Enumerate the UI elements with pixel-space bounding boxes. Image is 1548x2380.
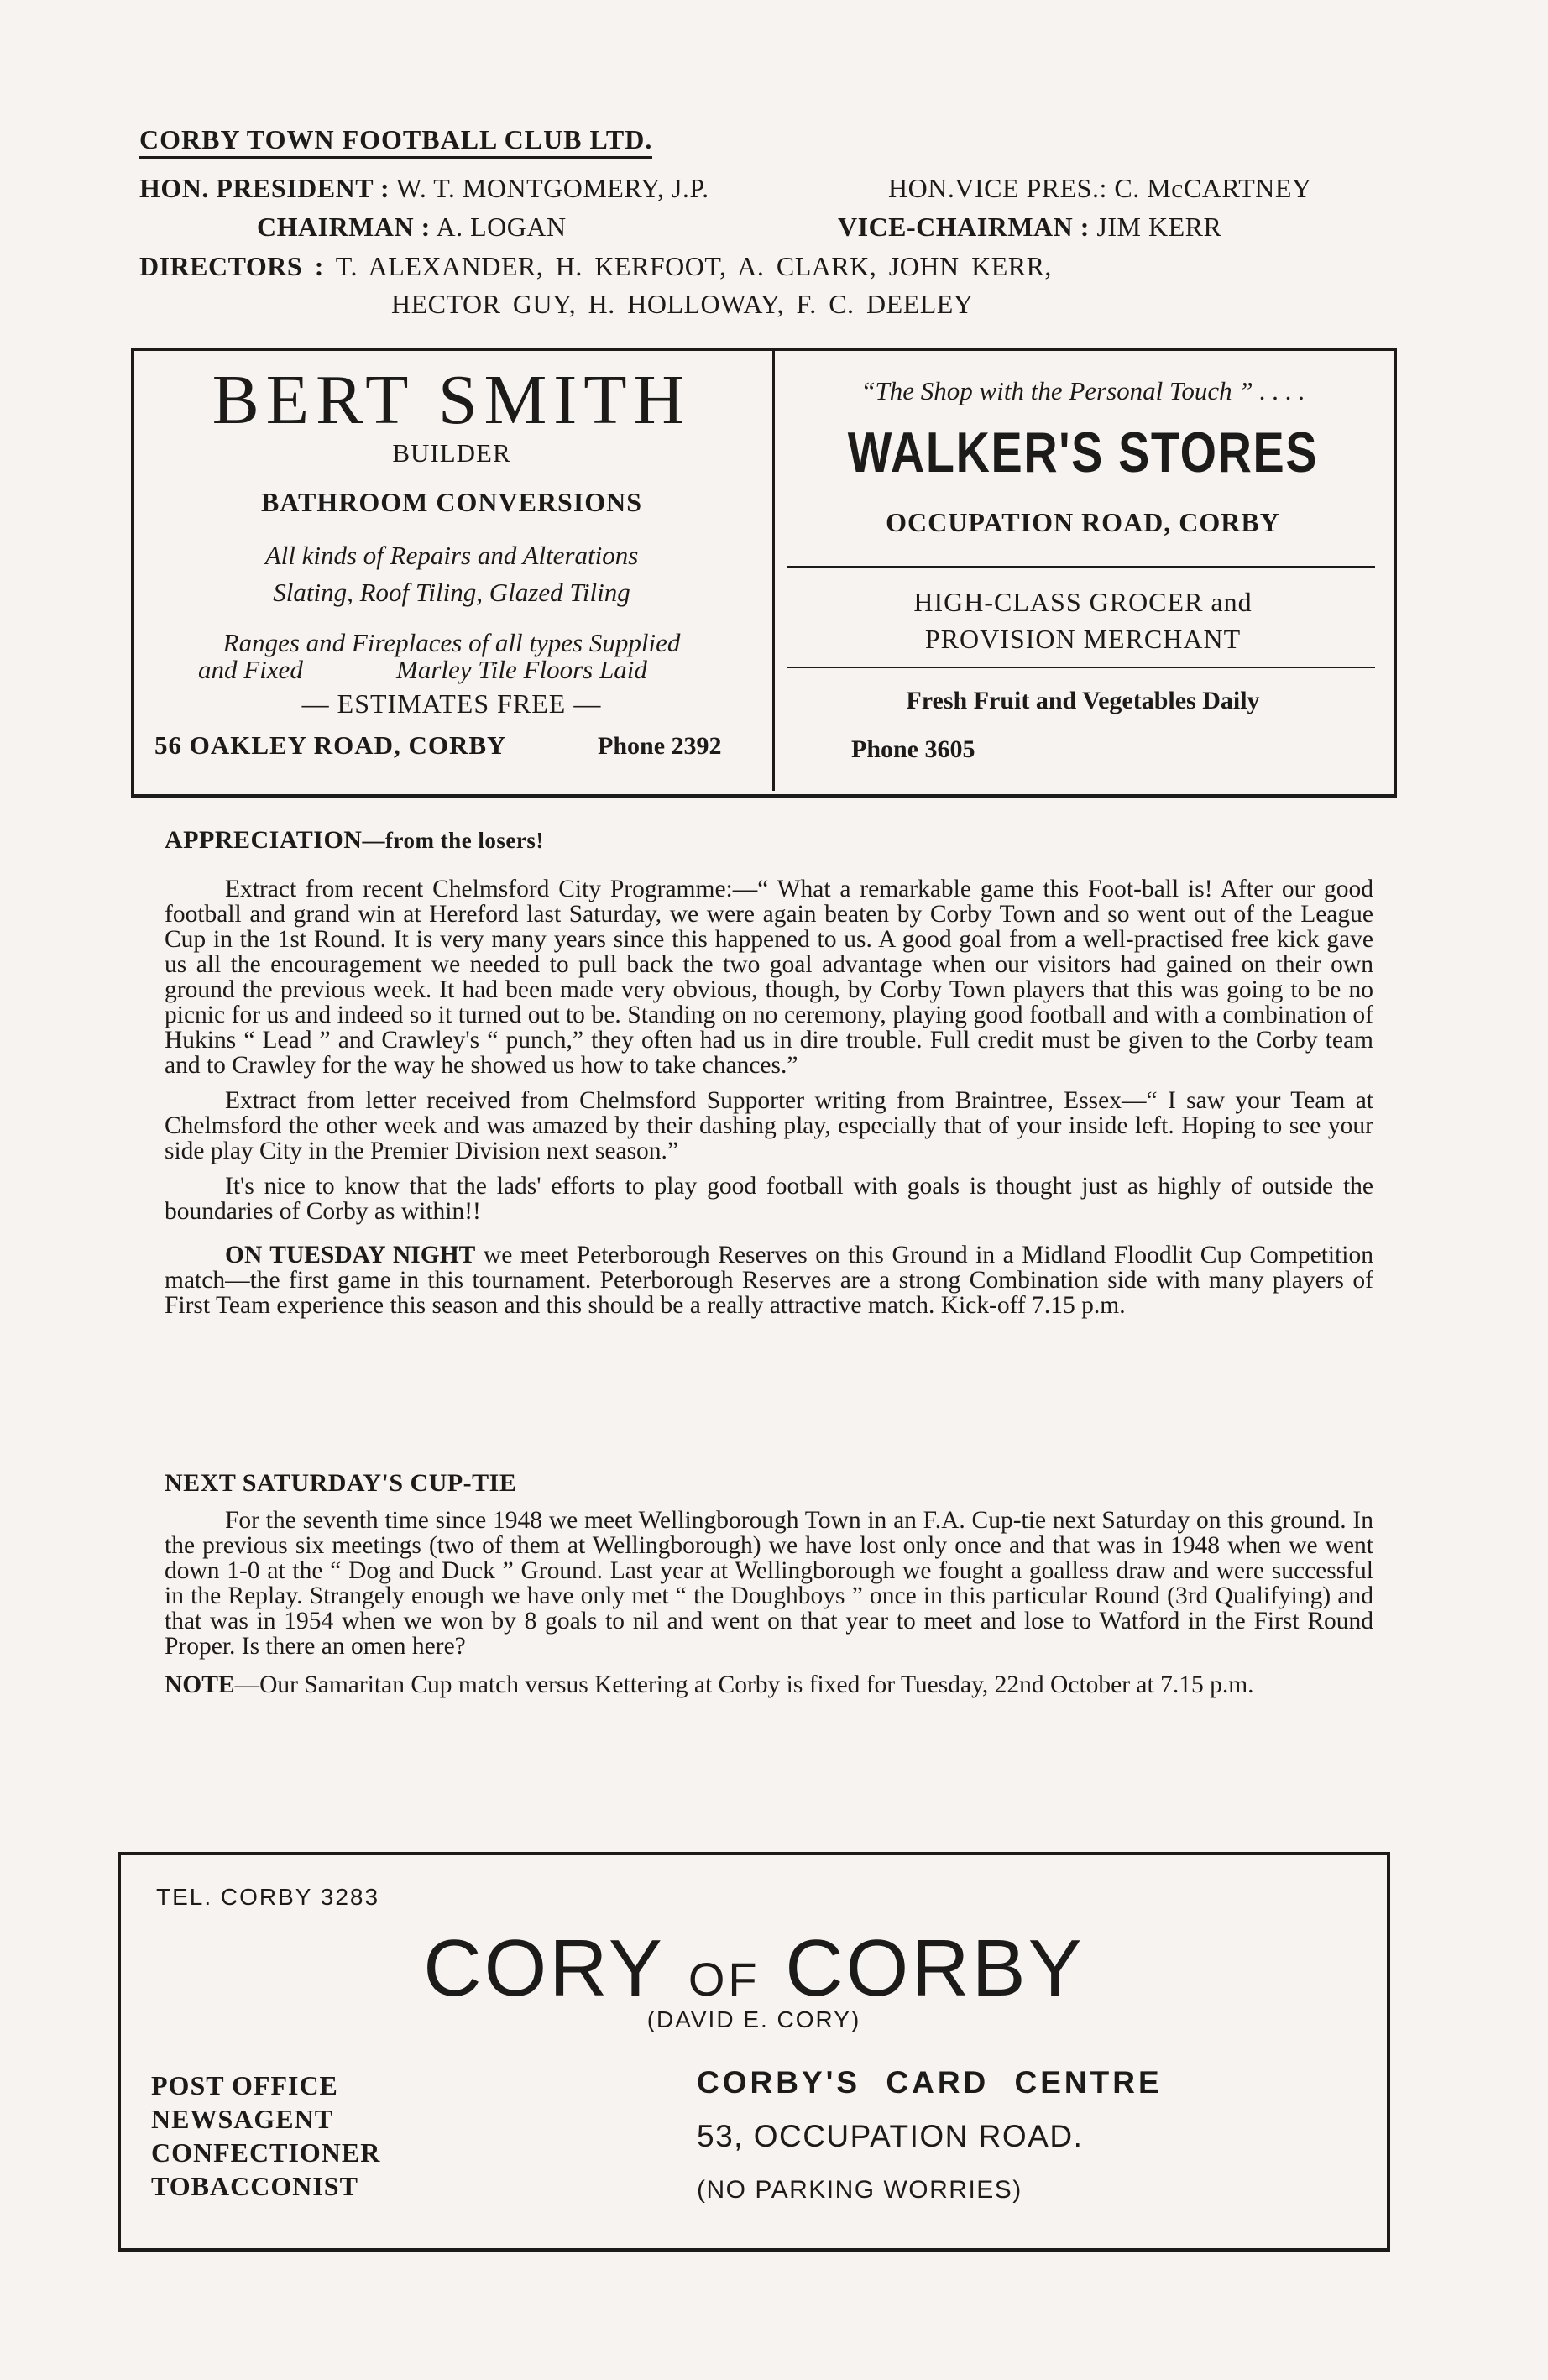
vice-chairman-line — [838, 210, 1221, 243]
bert-smith-ranges: Ranges and Fireplaces of all types Supplied — [222, 628, 681, 657]
cup-tie-heading: NEXT SATURDAY'S CUP-TIE — [165, 1469, 517, 1497]
directors-label: DIRECTORS : — [139, 251, 324, 281]
note-text: —Our Samaritan Cup match versus Kettering at Corby is fixed for Tuesday, 22nd October at 7.15 p.m. — [234, 1671, 1254, 1698]
note-lead: NOTE — [165, 1671, 235, 1698]
walkers-name: WALKER'S STORES — [847, 421, 1319, 484]
bert-smith-conversions: BATHROOM CONVERSIONS — [260, 487, 643, 517]
paragraph-cup-tie: For the seventh time since 1948 we meet Wellingborough Town in an F.A. Cup-tie next Saturday on this ground. In the previous six meetings (two of them at Wellingborough) we have lost only once and that was in 1948 when we went down 1-0 at the “ Dog and Duck ” Ground. Last year at Wellingborough we fought a goalless draw and were successful in the Replay. Strangely enough we have only met “ the Doughboys ” once in this particular Round (3rd Qualifying) and that was in 1954 when we won by 8 goals to nil and went on that year to meet and lose to Watford in the First Round Proper. Is there an omen here? — [165, 1507, 1373, 1660]
paragraph-supporter-letter: Extract from letter received from Chelmsford Supporter writing from Braintree, Essex—“ I saw your Team at Chelmsford the other week and was amazed by their dashing play, especially that of your inside left. Hoping to see your side play City in the Premier Division next season.” — [165, 1087, 1373, 1164]
bert-smith-tiling: Slating, Roof Tiling, Glazed Tiling — [273, 578, 630, 607]
vice-chairman-name: JIM KERR — [1096, 212, 1222, 242]
paragraph-note — [165, 1672, 1373, 1697]
president-label: HON. PRESIDENT : — [139, 173, 390, 203]
directors-names-1: T. ALEXANDER, H. KERFOOT, A. CLARK, JOHN KERR, — [335, 251, 1052, 281]
vice-president-name: C. McCARTNEY — [1114, 173, 1312, 203]
bert-smith-marley: Marley Tile Floors Laid — [396, 655, 647, 684]
walkers-grocer — [781, 583, 1385, 657]
vice-president-line — [888, 171, 1312, 205]
president-name: W. T. MONTGOMERY, J.P. — [396, 173, 709, 203]
cory-service-confectioner: CONFECTIONER — [151, 2137, 381, 2168]
cory-services — [151, 2069, 380, 2203]
president-line — [139, 171, 709, 205]
tuesday-text: we meet Peterborough Reserves on this Ground in a Midland Floodlit Cup Competition match—the first game in this tournament. Peterborough Reserves are a strong Combination side with many players of First Team experience this season and this should be a really attractive match. Kick-off 7.15 p.m. — [165, 1242, 1373, 1319]
bert-smith-phone: Phone 2392 — [598, 732, 722, 760]
bert-smith-estimates: — ESTIMATES FREE — — [301, 688, 602, 719]
appreciation-title: APPRECIATION — [165, 826, 363, 854]
bert-smith-address: 56 OAKLEY ROAD, CORBY — [154, 730, 507, 760]
walkers-grocer-line-1: HIGH-CLASS GROCER and — [913, 587, 1253, 617]
walkers-phone: Phone 3605 — [851, 735, 975, 763]
cory-name-a: CORY — [423, 1923, 688, 2013]
bert-smith-name: BERT SMITH — [212, 361, 692, 439]
walkers-address: OCCUPATION ROAD, CORBY — [886, 507, 1280, 537]
tuesday-lead: ON TUESDAY NIGHT — [225, 1242, 476, 1268]
article-body-2 — [165, 1508, 1373, 1697]
cory-service-post-office: POST OFFICE — [151, 2070, 338, 2100]
paragraph-tuesday-night — [165, 1242, 1373, 1318]
cory-address: 53, OCCUPATION ROAD. — [697, 2119, 1084, 2153]
paragraph-programme-extract: Extract from recent Chelmsford City Programme:—“ What a remarkable game this Foot-ball is! After our good football and grand win at Hereford last Saturday, we were again beaten by Corby Town and so went out of the League Cup in the 1st Round. It is very many years since this happened to us. A good goal from a well-practised free kick gave us all the encouragement we needed to pull back the two goal advantage when our visitors had gained on their own ground the previous week. It had been made very obvious, though, by Corby Town players that this was going to be no picnic for us and indeed so it turned out to be. Standing on no ceremony, playing good football and with a combination of Hukins “ Lead ” and Crawley's “ punch,” they often had us in dire trouble. Full credit must be given to the Corby team and to Crawley for the way he showed us how to take chances.” — [165, 876, 1373, 1079]
cory-parking: (NO PARKING WORRIES) — [697, 2176, 1022, 2204]
vice-chairman-label: VICE-CHAIRMAN : — [838, 212, 1090, 242]
walkers-fresh: Fresh Fruit and Vegetables Daily — [906, 687, 1260, 714]
chairman-name: A. LOGAN — [436, 212, 567, 242]
chairman-line — [257, 210, 567, 243]
vice-president-label: HON.VICE PRES.: — [888, 173, 1107, 203]
cory-name-b: CORBY — [760, 1923, 1085, 2013]
cory-name-of: OF — [688, 1953, 761, 2006]
cory-service-newsagent: NEWSAGENT — [151, 2104, 334, 2134]
paragraph-nice-to-know: It's nice to know that the lads' efforts to play good football with goals is thought just as highly of outside the boundaries of Corby as within!! — [165, 1173, 1373, 1225]
directors-line-2: HECTOR GUY, H. HOLLOWAY, F. C. DEELEY — [391, 289, 974, 319]
cory-telephone: TEL. CORBY 3283 — [156, 1884, 380, 1910]
cory-card-centre: CORBY'S CARD CENTRE — [697, 2065, 1163, 2100]
walkers-rule-1 — [787, 566, 1375, 568]
directors-line-1 — [139, 249, 1052, 283]
article-body-1 — [165, 876, 1373, 1318]
advert-divider — [772, 351, 775, 791]
appreciation-heading — [165, 826, 544, 855]
appreciation-subtitle: —from the losers! — [362, 828, 544, 853]
bert-smith-fixed: and Fixed — [198, 655, 303, 684]
chairman-label: CHAIRMAN : — [257, 212, 431, 242]
cory-service-tobacconist: TOBACCONIST — [151, 2171, 358, 2201]
walkers-tagline: “The Shop with the Personal Touch ” . . . . — [860, 376, 1305, 405]
walkers-grocer-line-2: PROVISION MERCHANT — [924, 624, 1242, 654]
walkers-rule-2 — [787, 667, 1375, 668]
club-title: CORBY TOWN FOOTBALL CLUB LTD. — [139, 124, 652, 159]
cory-owner: (DAVID E. CORY) — [646, 2006, 861, 2032]
bert-smith-trade: BUILDER — [392, 438, 511, 468]
bert-smith-repairs: All kinds of Repairs and Alterations — [264, 541, 639, 570]
